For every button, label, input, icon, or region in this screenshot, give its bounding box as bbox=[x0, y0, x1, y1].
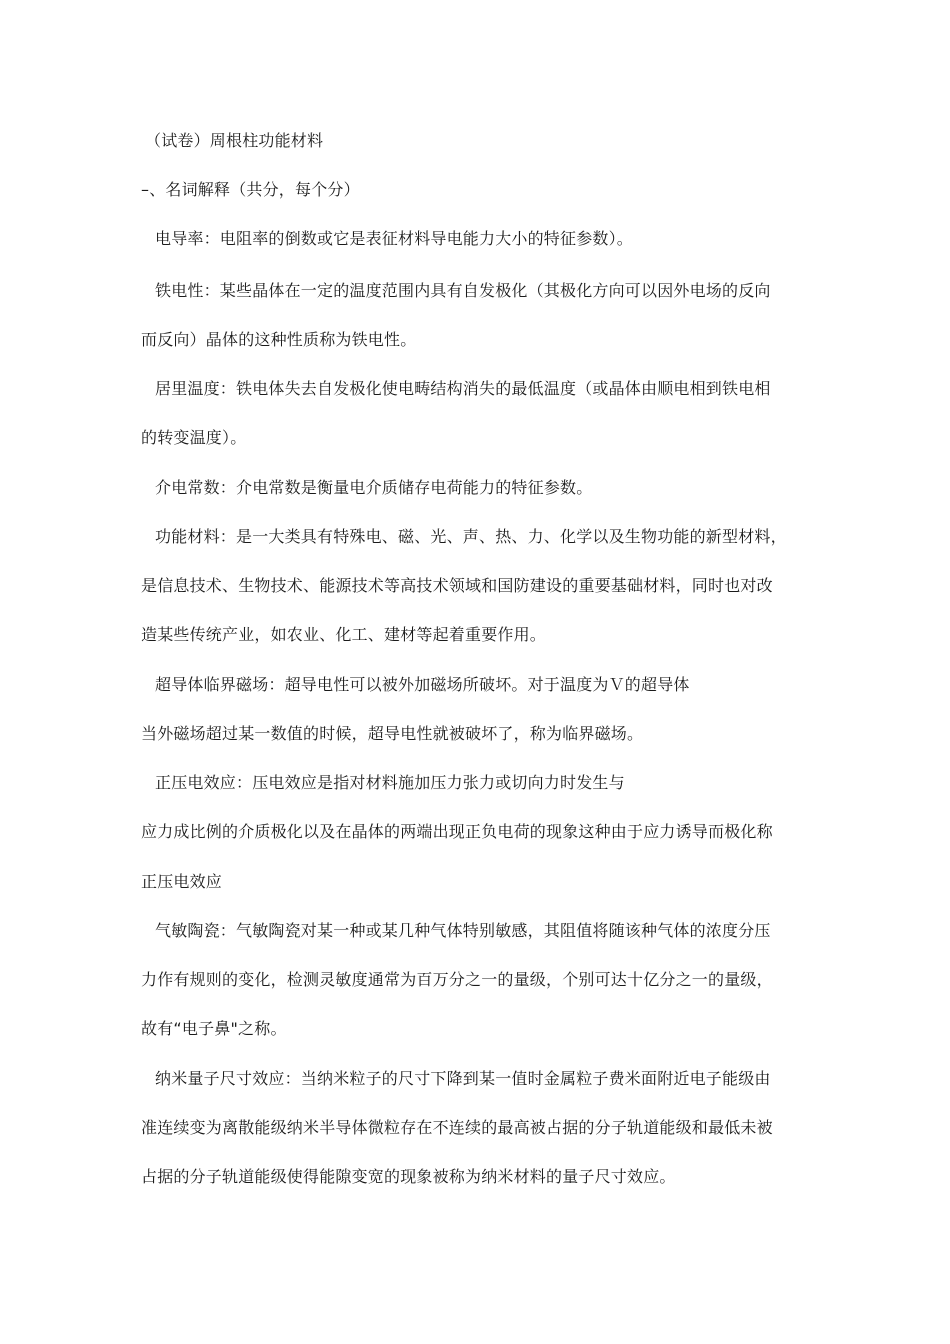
paragraph-line: 超导体临界磁场：超导电性可以被外加磁场所破坏。对于温度为Ｖ的超导体 bbox=[155, 675, 690, 694]
paragraph-line: 正压电效应：压电效应是指对材料施加压力张力或切向力时发生与 bbox=[155, 773, 625, 792]
paragraph-line: 准连续变为离散能级纳米半导体微粒存在不连续的最高被占据的分子轨道能级和最低未被 bbox=[141, 1118, 773, 1137]
paragraph-line: 介电常数：介电常数是衡量电介质储存电荷能力的特征参数。 bbox=[155, 478, 593, 497]
paragraph-line: 而反向）晶体的这种性质称为铁电性。 bbox=[141, 330, 417, 349]
paragraph-line: 造某些传统产业，如农业、化工、建材等起着重要作用。 bbox=[141, 625, 547, 644]
paragraph-line: 功能材料：是一大类具有特殊电、磁、光、声、热、力、化学以及生物功能的新型材料， bbox=[155, 527, 787, 546]
paragraph-line: 故有“电子鼻"之称。 bbox=[141, 1019, 287, 1038]
paragraph-line: 居里温度：铁电体失去自发极化使电畴结构消失的最低温度（或晶体由顺电相到铁电相 bbox=[155, 379, 771, 398]
paragraph-line: 气敏陶瓷：气敏陶瓷对某一种或某几种气体特别敏感，其阻值将随该种气体的浓度分压 bbox=[155, 921, 771, 940]
paragraph-line: 应力成比例的介质极化以及在晶体的两端出现正负电荷的现象这种由于应力诱导而极化称 bbox=[141, 822, 773, 841]
section-heading: –、名词解释（共分，每个分） bbox=[141, 180, 360, 199]
paragraph-line: 纳米量子尺寸效应：当纳米粒子的尺寸下降到某一值时金属粒子费米面附近电子能级由 bbox=[155, 1069, 771, 1088]
paragraph-line: 铁电性：某些晶体在一定的温度范围内具有自发极化（其极化方向可以因外电场的反向 bbox=[155, 281, 771, 300]
paragraph-line: 当外磁场超过某一数值的时候，超导电性就被破坏了，称为临界磁场。 bbox=[141, 724, 644, 743]
paragraph-line: 占据的分子轨道能级使得能隙变宽的现象被称为纳米材料的量子尺寸效应。 bbox=[141, 1167, 676, 1186]
paragraph-line: 是信息技术、生物技术、能源技术等高技术领域和国防建设的重要基础材料，同时也对改 bbox=[141, 576, 773, 595]
document-title: （试卷）周根柱功能材料 bbox=[145, 131, 324, 150]
paragraph-line: 电导率：电阻率的倒数或它是表征材料导电能力大小的特征参数）。 bbox=[155, 229, 634, 248]
paragraph-line: 的转变温度）。 bbox=[141, 428, 247, 447]
paragraph-line: 正压电效应 bbox=[141, 872, 223, 891]
paragraph-line: 力作有规则的变化，检测灵敏度通常为百万分之一的量级，个别可达十亿分之一的量级， bbox=[141, 970, 773, 989]
